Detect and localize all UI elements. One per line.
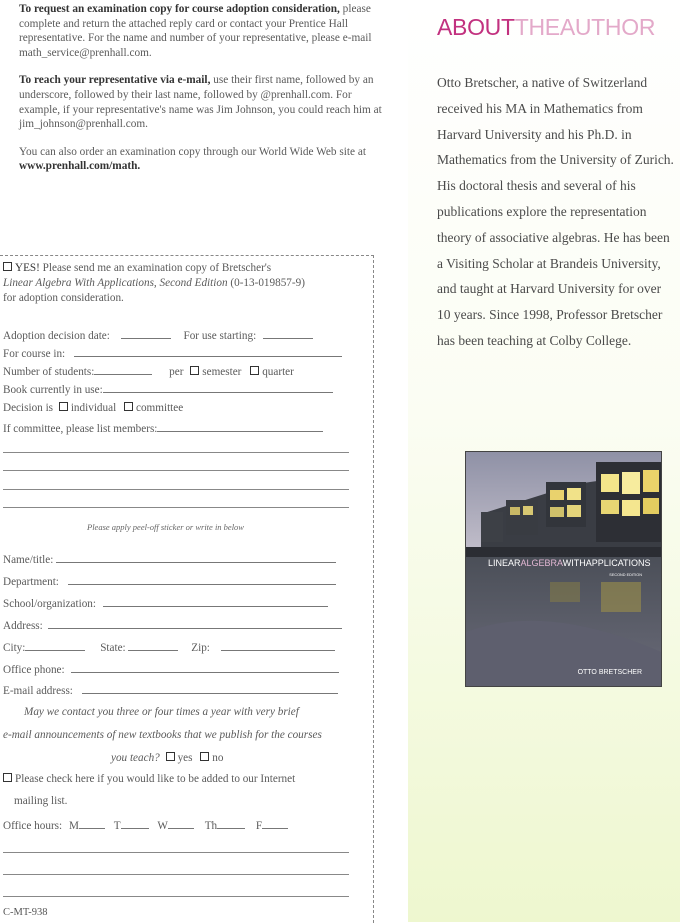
email-label: E-mail address: (3, 685, 73, 697)
about-title-part-2: THEAUTHOR (514, 14, 656, 40)
school-field[interactable] (103, 596, 328, 607)
name-field[interactable] (56, 552, 336, 563)
book-in-use-label: Book currently in use: (3, 384, 103, 396)
day-wednesday-field[interactable] (168, 818, 194, 829)
students-row (3, 364, 294, 378)
yes-checkbox[interactable] (3, 262, 12, 271)
adoption-date-row (3, 328, 313, 342)
about-title-part-1: ABOUT (437, 14, 515, 40)
office-phone-row (3, 662, 339, 676)
address-field[interactable] (48, 618, 342, 629)
committee-label: committee (136, 402, 184, 414)
intro-p1-heading: To request an examination copy for course adoption consideration, (19, 3, 340, 15)
yes-request-line (3, 262, 271, 274)
intro-paragraph-1 (19, 2, 389, 60)
email-row (3, 683, 338, 697)
contact-question-line-3: you teach? (111, 752, 160, 764)
contact-answer-row (111, 752, 223, 764)
email-field[interactable] (82, 683, 338, 694)
individual-checkbox[interactable] (59, 402, 68, 411)
day-thursday-field[interactable] (217, 818, 245, 829)
adoption-consideration-text: for adoption consideration. (3, 292, 124, 304)
about-author-title (437, 14, 655, 41)
cover-author: OTTO BRETSCHER (577, 669, 642, 676)
office-phone-field[interactable] (71, 662, 339, 673)
day-monday-label: M (68, 820, 79, 832)
day-friday-field[interactable] (262, 818, 288, 829)
intro-p3-body: You can also order an examination copy through our World Wide Web site at (19, 145, 367, 158)
students-label: Number of students: (3, 366, 95, 378)
cover-edition: SECOND EDITION (609, 573, 642, 577)
website-link[interactable]: www.prenhall.com/math. (19, 160, 141, 173)
for-use-field[interactable] (263, 328, 313, 339)
book-in-use-field[interactable] (103, 382, 333, 393)
cover-title-applications: WITHAPPLICATIONS (562, 558, 651, 568)
name-row (3, 552, 336, 566)
address-label: Address: (3, 620, 43, 632)
book-title-line (3, 277, 305, 289)
office-hours-line-2[interactable] (3, 874, 349, 875)
mailing-list-label: Please check here if you would like to be added to our Internet (15, 773, 296, 785)
school-row (3, 596, 328, 610)
department-row (3, 574, 336, 588)
contact-no-checkbox[interactable] (200, 752, 209, 761)
semester-checkbox[interactable] (190, 366, 199, 375)
individual-label: individual (70, 402, 117, 414)
contact-yes-checkbox[interactable] (166, 752, 175, 761)
author-bio: Otto Bretscher, a native of Switzerland received his MA in Mathematics from Harvard University and his Ph.D. in Mathematics from the University of Zurich. His doctoral thesis and several of his publications explore the representation theory of associative algebras. He has been a Visiting Scholar at Brandeis University, and taught at Harvard University for over 10 years. Since 1998, Professor Bretscher has been teaching at Colby College. (437, 75, 674, 348)
book-title: Linear Algebra With Applications, Second Edition (3, 277, 228, 289)
contact-question-line-2: e-mail announcements of new textbooks that we publish for the courses (3, 729, 322, 741)
name-label: Name/title: (3, 554, 54, 566)
yes-text: Please send me an examination copy of Bretscher's (42, 262, 272, 274)
book-cover (465, 451, 662, 687)
course-label: For course in: (3, 348, 66, 360)
office-hours-label: Office hours: (3, 820, 63, 832)
contact-question-line-1: May we contact you three or four times a year with very brief (24, 706, 299, 718)
book-in-use-row (3, 382, 333, 396)
cover-title (488, 558, 651, 568)
intro-p2-body: use their first name, followed by an underscore, followed by their last name, followed by @prenhall.com. For example, if your representative's name was Jim Johnson, you could reach him at jim_johnson@prenhall.com. (19, 74, 382, 131)
intro-paragraph-3 (19, 145, 389, 174)
office-phone-label: Office phone: (3, 664, 65, 676)
yes-label: YES! (15, 262, 40, 274)
quarter-label: quarter (262, 366, 294, 378)
mailing-list-label-2: mailing list. (14, 795, 68, 807)
office-hours-line-1[interactable] (3, 852, 349, 853)
committee-line-1[interactable] (3, 452, 349, 453)
day-wednesday-label: W (157, 820, 168, 832)
sticker-instruction: Please apply peel-off sticker or write in below (87, 522, 244, 532)
mailing-list-row (3, 773, 295, 785)
mailing-list-checkbox[interactable] (3, 773, 12, 782)
office-hours-row (3, 818, 288, 832)
for-use-label: For use starting: (183, 330, 257, 342)
zip-field[interactable] (221, 640, 335, 651)
cover-title-algebra: ALGEBRA (520, 558, 563, 568)
students-field[interactable] (94, 364, 152, 375)
committee-members-label: If committee, please list members: (3, 423, 158, 435)
committee-line-3[interactable] (3, 489, 349, 490)
city-row (3, 640, 335, 654)
adoption-date-label: Adoption decision date: (3, 330, 110, 342)
cover-title-linear: LINEAR (488, 558, 521, 568)
day-tuesday-label: T (113, 820, 121, 832)
committee-line-4[interactable] (3, 507, 349, 508)
isbn: (0-13-019857-9) (230, 277, 305, 289)
city-field[interactable] (25, 640, 85, 651)
quarter-checkbox[interactable] (250, 366, 259, 375)
state-label: State: (100, 642, 126, 654)
address-row (3, 618, 342, 632)
city-label: City: (3, 642, 26, 654)
committee-members-field[interactable] (157, 421, 323, 432)
school-label: School/organization: (3, 598, 97, 610)
day-thursday-label: Th (204, 820, 218, 832)
contact-no-label: no (212, 752, 224, 764)
day-tuesday-field[interactable] (121, 818, 149, 829)
decision-row (3, 402, 183, 414)
intro-text (19, 2, 389, 187)
semester-label: semester (202, 366, 242, 378)
book-cover-art (466, 452, 661, 686)
day-friday-label: F (255, 820, 263, 832)
committee-members-row (3, 421, 323, 435)
contact-yes-label: yes (177, 752, 193, 764)
course-row (3, 346, 342, 360)
day-monday-field[interactable] (79, 818, 105, 829)
zip-label: Zip: (191, 642, 210, 654)
department-field[interactable] (68, 574, 336, 585)
state-field[interactable] (128, 640, 178, 651)
committee-checkbox[interactable] (124, 402, 133, 411)
form-code: C-MT-938 (3, 907, 48, 918)
intro-p2-heading: To reach your representative via e-mail, (19, 74, 211, 87)
office-hours-line-3[interactable] (3, 896, 349, 897)
decision-label: Decision is (3, 402, 54, 414)
committee-line-2[interactable] (3, 470, 349, 471)
intro-p1-body: please complete and return the attached reply card or contact your Prentice Hall representative. For the name and number of your representative, please e-mail math_service@prenhall.com. (19, 3, 372, 59)
per-label: per (169, 366, 184, 378)
adoption-date-field[interactable] (121, 328, 171, 339)
department-label: Department: (3, 576, 59, 588)
course-field[interactable] (74, 346, 342, 357)
intro-paragraph-2 (19, 73, 389, 131)
